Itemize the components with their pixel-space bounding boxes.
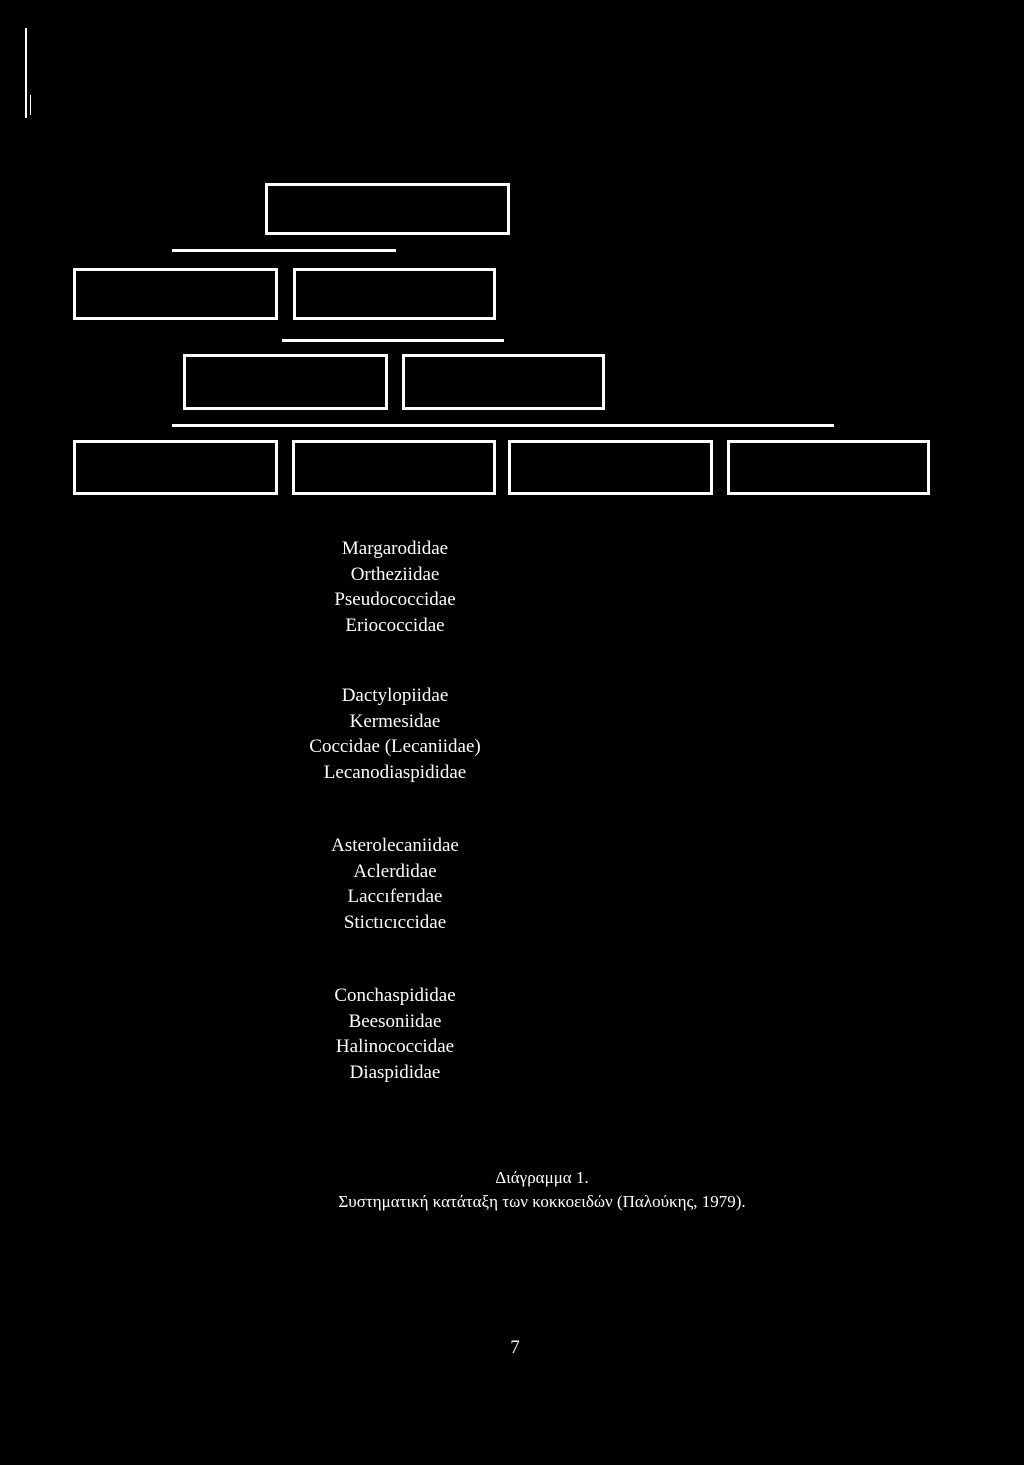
level4-box-4 [727,440,930,495]
family-name: Aclerdidae [353,860,437,882]
family-name: Margarodidae [341,538,449,559]
margin-line-short [30,95,31,115]
root-box [265,183,510,235]
caption-title: Διάγραμμα 1. [495,1168,589,1187]
connector-level-2 [282,339,504,342]
connector-level-1 [172,249,396,252]
level4-box-1 [73,440,278,495]
page-number: 7 [510,1337,520,1358]
margin-line-long [25,28,27,118]
family-name: Halinococcidae [335,1036,455,1057]
caption-description: Συστηματική κατάταξη των κοκκοειδών (Παλούκης, 1979). [338,1192,746,1211]
family-name: Dactylopiidae [341,685,449,706]
family-name: Kermesidae [349,710,441,732]
family-group-1 [250,536,540,638]
family-group-2 [250,683,540,785]
level3-box-right [402,354,605,410]
family-name: Beesoniidae [348,1010,442,1032]
family-name: Stictıcıccidae [343,911,447,933]
family-name: Diaspididae [349,1061,441,1083]
connector-level-3 [172,424,834,427]
family-name: Lecanodiaspididae [323,761,467,783]
family-name: Pseudococcidae [334,589,456,610]
level2-box-left [73,268,278,320]
family-group-3 [250,833,540,935]
family-name: Conchaspididae [334,985,456,1006]
family-name: Coccidae (Lecaniidae) [309,736,481,757]
family-name: Eriococcidae [345,614,445,636]
family-group-4 [250,983,540,1085]
level4-box-3 [508,440,713,495]
family-name: Asterolecaniidae [331,835,459,856]
level4-box-2 [292,440,496,495]
figure-caption [200,1166,884,1214]
level2-box-right [293,268,496,320]
level3-box-left [183,354,388,410]
family-name: Laccıferıdae [347,886,443,907]
family-name: Ortheziidae [350,563,440,585]
